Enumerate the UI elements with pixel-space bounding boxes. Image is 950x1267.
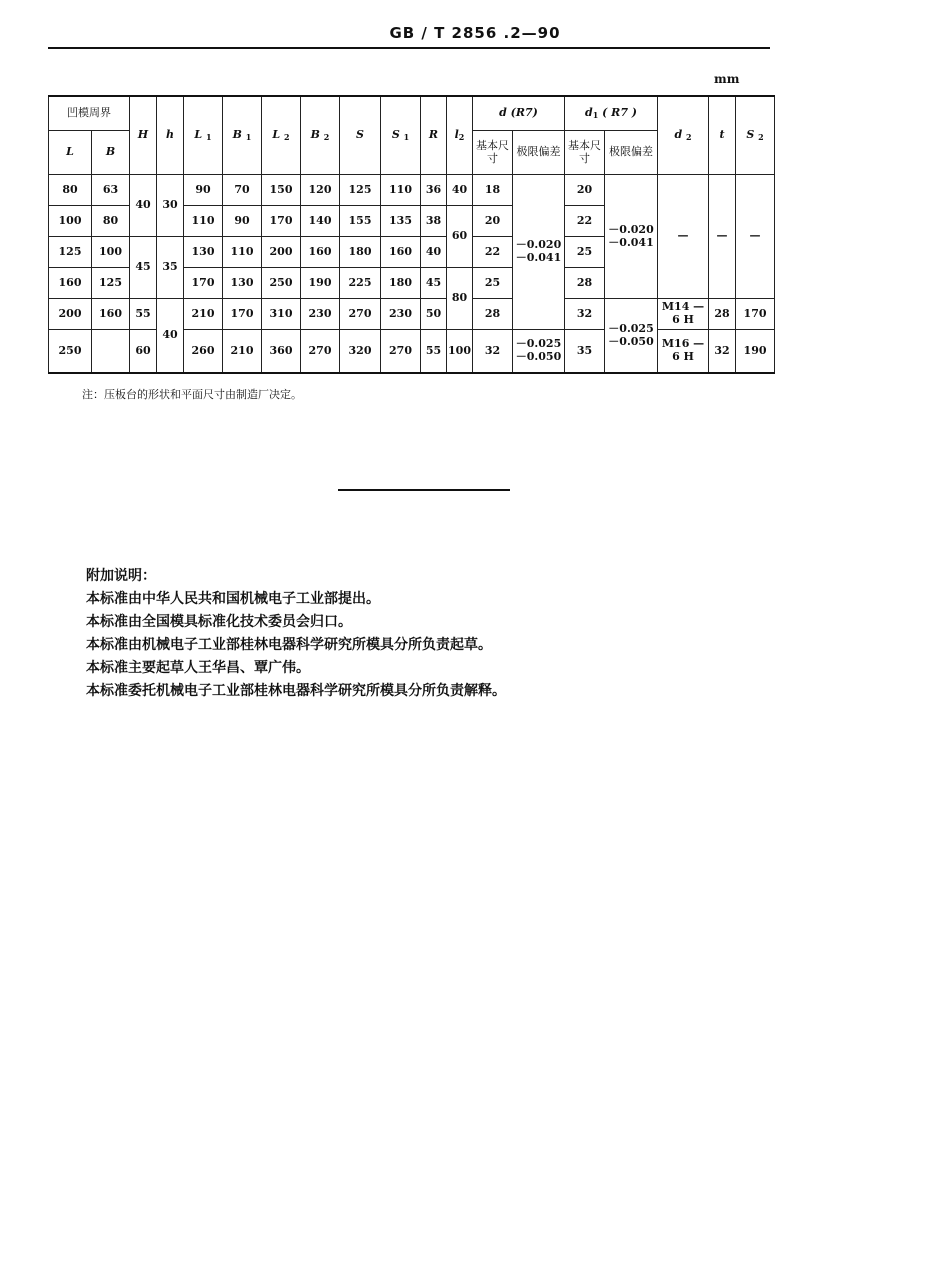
col-die-boundary: 凹模周界 bbox=[49, 96, 130, 131]
cell-d1: 25 bbox=[565, 237, 605, 268]
cell-L1: 210 bbox=[184, 299, 223, 330]
cell-h: 40 bbox=[157, 299, 184, 374]
cell-d1: 20 bbox=[565, 175, 605, 206]
col-d1-dev: 极限偏差 bbox=[605, 131, 658, 175]
cell-L1: 110 bbox=[184, 206, 223, 237]
cell-R: 50 bbox=[421, 299, 447, 330]
cell-B2: 160 bbox=[301, 237, 340, 268]
appendix-line: 本标准委托机械电子工业部桂林电器科学研究所模具分所负责解释。 bbox=[86, 683, 506, 699]
cell-L: 100 bbox=[49, 206, 92, 237]
cell-B: 80 bbox=[92, 206, 130, 237]
cell-R: 45 bbox=[421, 268, 447, 299]
cell-S1: 160 bbox=[381, 237, 421, 268]
cell-B2: 120 bbox=[301, 175, 340, 206]
col-R: R bbox=[421, 96, 447, 175]
cell-B2: 270 bbox=[301, 330, 340, 374]
cell-L1: 90 bbox=[184, 175, 223, 206]
cell-l2: 80 bbox=[447, 268, 473, 330]
cell-S: 180 bbox=[340, 237, 381, 268]
cell-h: 35 bbox=[157, 237, 184, 299]
cell-d: 20 bbox=[473, 206, 513, 237]
appendix-line: 本标准由中华人民共和国机械电子工业部提出。 bbox=[86, 591, 380, 607]
cell-S1: 270 bbox=[381, 330, 421, 374]
appendix-title: 附加说明： bbox=[86, 568, 156, 584]
cell-l2: 60 bbox=[447, 206, 473, 268]
table-note: 注：压板台的形状和平面尺寸由制造厂决定。 bbox=[82, 388, 302, 401]
cell-B: 160 bbox=[92, 299, 130, 330]
cell-L1: 130 bbox=[184, 237, 223, 268]
col-B: B bbox=[92, 131, 130, 175]
cell-t: 32 bbox=[709, 330, 736, 374]
cell-d2: M16 — 6 H bbox=[658, 330, 709, 374]
cell-L2: 360 bbox=[262, 330, 301, 374]
cell-L2: 200 bbox=[262, 237, 301, 268]
cell-R: 36 bbox=[421, 175, 447, 206]
appendix-line: 本标准由全国模具标准化技术委员会归口。 bbox=[86, 614, 352, 630]
cell-B bbox=[92, 330, 130, 374]
standard-code-header: GB / T 2856 .2—90 bbox=[389, 24, 561, 42]
dimension-table-wrapper bbox=[48, 95, 774, 374]
col-h: h bbox=[157, 96, 184, 175]
col-d1-basic: 基本尺寸 bbox=[565, 131, 605, 175]
cell-R: 55 bbox=[421, 330, 447, 374]
cell-S2: 170 bbox=[736, 299, 775, 330]
cell-S1: 180 bbox=[381, 268, 421, 299]
cell-R: 38 bbox=[421, 206, 447, 237]
dimension-table bbox=[48, 95, 775, 374]
col-B1: B $_1$ bbox=[223, 96, 262, 175]
appendix-line: 本标准由机械电子工业部桂林电器科学研究所模具分所负责起草。 bbox=[86, 637, 492, 653]
cell-S2: — bbox=[736, 175, 775, 299]
cell-B2: 230 bbox=[301, 299, 340, 330]
cell-B2: 140 bbox=[301, 206, 340, 237]
col-S2: S $_2$ bbox=[736, 96, 775, 175]
cell-S1: 110 bbox=[381, 175, 421, 206]
cell-d1: 22 bbox=[565, 206, 605, 237]
col-d-basic: 基本尺寸 bbox=[473, 131, 513, 175]
col-S: S bbox=[340, 96, 381, 175]
cell-d: 28 bbox=[473, 299, 513, 330]
cell-S: 320 bbox=[340, 330, 381, 374]
col-l2: $l_2$ bbox=[447, 96, 473, 175]
cell-d2: M14 — 6 H bbox=[658, 299, 709, 330]
cell-S: 155 bbox=[340, 206, 381, 237]
cell-B: 125 bbox=[92, 268, 130, 299]
cell-B1: 170 bbox=[223, 299, 262, 330]
cell-H: 55 bbox=[130, 299, 157, 330]
col-B2: B $_2$ bbox=[301, 96, 340, 175]
appendix-notes bbox=[86, 565, 506, 703]
cell-d: 25 bbox=[473, 268, 513, 299]
cell-S: 225 bbox=[340, 268, 381, 299]
cell-L: 250 bbox=[49, 330, 92, 374]
cell-H: 60 bbox=[130, 330, 157, 374]
cell-l2: 100 bbox=[447, 330, 473, 374]
col-H: H bbox=[130, 96, 157, 175]
cell-d1: 28 bbox=[565, 268, 605, 299]
col-d-dev: 极限偏差 bbox=[513, 131, 565, 175]
col-L2: L $_2$ bbox=[262, 96, 301, 175]
cell-L2: 170 bbox=[262, 206, 301, 237]
cell-B: 100 bbox=[92, 237, 130, 268]
col-group-d1: $d_1$ ( R7 ) bbox=[565, 96, 658, 131]
cell-l2: 40 bbox=[447, 175, 473, 206]
cell-B1: 70 bbox=[223, 175, 262, 206]
table-row bbox=[49, 299, 775, 330]
cell-S1: 135 bbox=[381, 206, 421, 237]
cell-L2: 310 bbox=[262, 299, 301, 330]
cell-d1: 32 bbox=[565, 299, 605, 330]
cell-h: 30 bbox=[157, 175, 184, 237]
cell-d-dev: －0.020 －0.041 bbox=[513, 175, 565, 330]
col-L: L bbox=[49, 131, 92, 175]
cell-L: 200 bbox=[49, 299, 92, 330]
cell-L2: 250 bbox=[262, 268, 301, 299]
cell-d-dev: －0.025 －0.050 bbox=[513, 330, 565, 374]
cell-d1: 35 bbox=[565, 330, 605, 374]
col-d2: d $_2$ bbox=[658, 96, 709, 175]
header-rule bbox=[48, 47, 770, 49]
cell-B: 63 bbox=[92, 175, 130, 206]
cell-t: 28 bbox=[709, 299, 736, 330]
cell-S2: 190 bbox=[736, 330, 775, 374]
col-L1: L $_1$ bbox=[184, 96, 223, 175]
cell-d: 32 bbox=[473, 330, 513, 374]
cell-L2: 150 bbox=[262, 175, 301, 206]
cell-L: 80 bbox=[49, 175, 92, 206]
cell-R: 40 bbox=[421, 237, 447, 268]
cell-H: 40 bbox=[130, 175, 157, 237]
cell-B1: 90 bbox=[223, 206, 262, 237]
cell-L: 160 bbox=[49, 268, 92, 299]
cell-d1-dev: －0.025 －0.050 bbox=[605, 299, 658, 374]
cell-d: 18 bbox=[473, 175, 513, 206]
cell-L1: 170 bbox=[184, 268, 223, 299]
cell-d1-dev: －0.020 －0.041 bbox=[605, 175, 658, 299]
section-divider bbox=[338, 489, 510, 491]
cell-H: 45 bbox=[130, 237, 157, 299]
table-row bbox=[49, 175, 775, 206]
col-S1: S $_1$ bbox=[381, 96, 421, 175]
cell-d2: — bbox=[658, 175, 709, 299]
unit-label: mm bbox=[714, 72, 740, 86]
cell-S: 125 bbox=[340, 175, 381, 206]
col-t: t bbox=[709, 96, 736, 175]
appendix-line: 本标准主要起草人王华昌、覃广伟。 bbox=[86, 660, 310, 676]
cell-S1: 230 bbox=[381, 299, 421, 330]
cell-S: 270 bbox=[340, 299, 381, 330]
cell-B1: 110 bbox=[223, 237, 262, 268]
cell-d: 22 bbox=[473, 237, 513, 268]
cell-B1: 210 bbox=[223, 330, 262, 374]
cell-B2: 190 bbox=[301, 268, 340, 299]
col-group-d: d (R7) bbox=[473, 96, 565, 131]
cell-L1: 260 bbox=[184, 330, 223, 374]
cell-t: — bbox=[709, 175, 736, 299]
cell-L: 125 bbox=[49, 237, 92, 268]
cell-B1: 130 bbox=[223, 268, 262, 299]
